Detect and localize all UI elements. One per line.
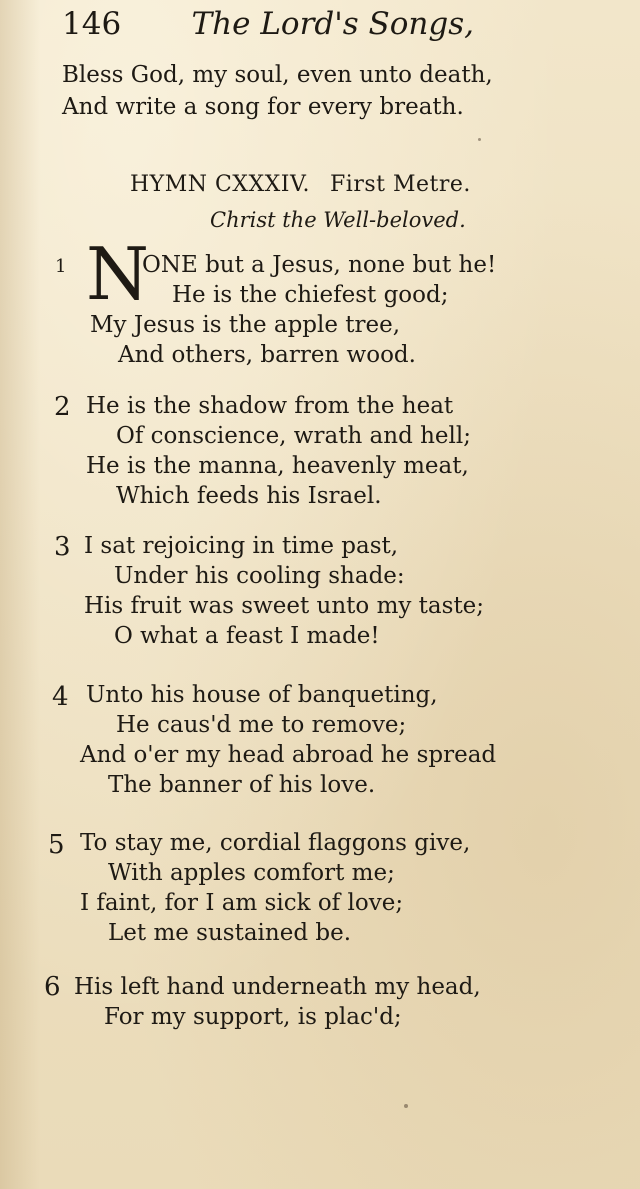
verse-5-line-1: To stay me, cordial flaggons give, — [80, 830, 471, 856]
verse-number-3: 3 — [54, 532, 71, 562]
running-title: The Lord's Songs, — [191, 6, 474, 42]
verse-5-line-3: I faint, for I am sick of love; — [80, 890, 404, 916]
verse-5-line-4: Let me sustained be. — [108, 920, 352, 946]
verse-1-line-1: ONE but a Jesus, none but he! — [142, 252, 497, 278]
verse-4-line-4: The banner of his love. — [108, 772, 376, 798]
verse-3-line-4: O what a feast I made! — [114, 623, 380, 649]
verse-number-2: 2 — [54, 392, 71, 422]
hymn-subtitle: Christ the Well-beloved. — [210, 208, 466, 232]
verse-number-5: 5 — [48, 830, 65, 860]
verse-1-line-2: He is the chiefest good; — [172, 282, 449, 308]
verse-3-line-1: I sat rejoicing in time past, — [84, 533, 399, 559]
verse-number-4: 4 — [52, 682, 69, 712]
hymn-metre: First Metre. — [330, 172, 471, 197]
verse-2-line-4: Which feeds his Israel. — [116, 483, 382, 509]
verse-1-line-3: My Jesus is the apple tree, — [90, 312, 401, 338]
verse-2-line-3: He is the manna, heavenly meat, — [86, 453, 469, 479]
verse-4-line-3: And o'er my head abroad he spread — [80, 742, 497, 768]
hymn-number: HYMN CXXXIV. — [130, 172, 311, 197]
drop-cap-letter: N — [86, 232, 149, 316]
verse-number-6: 6 — [44, 972, 61, 1002]
verse-number-1: 1 — [55, 256, 67, 277]
verse-2-line-2: Of conscience, wrath and hell; — [116, 423, 472, 449]
verse-3-line-2: Under his cooling shade: — [114, 563, 405, 589]
verse-4-line-2: He caus'd me to remove; — [116, 712, 407, 738]
page-number: 146 — [62, 6, 122, 42]
page-gutter-shadow — [0, 0, 40, 1189]
paper-speck — [478, 138, 481, 141]
paper-speck — [404, 1104, 408, 1108]
hymn-heading — [130, 170, 471, 200]
verse-1-line-4: And others, barren wood. — [118, 342, 416, 368]
verse-2-line-1: He is the shadow from the heat — [86, 393, 454, 419]
verse-6-line-1: His left hand underneath my head, — [74, 974, 481, 1000]
verse-5-line-2: With apples comfort me; — [108, 860, 395, 886]
previous-hymn-line-1: Bless God, my soul, even unto death, — [62, 62, 493, 88]
verse-3-line-3: His fruit was sweet unto my taste; — [84, 593, 485, 619]
previous-hymn-line-2: And write a song for every breath. — [62, 94, 464, 120]
verse-4-line-1: Unto his house of banqueting, — [86, 682, 438, 708]
verse-6-line-2: For my support, is plac'd; — [104, 1004, 402, 1030]
running-head — [62, 4, 474, 44]
